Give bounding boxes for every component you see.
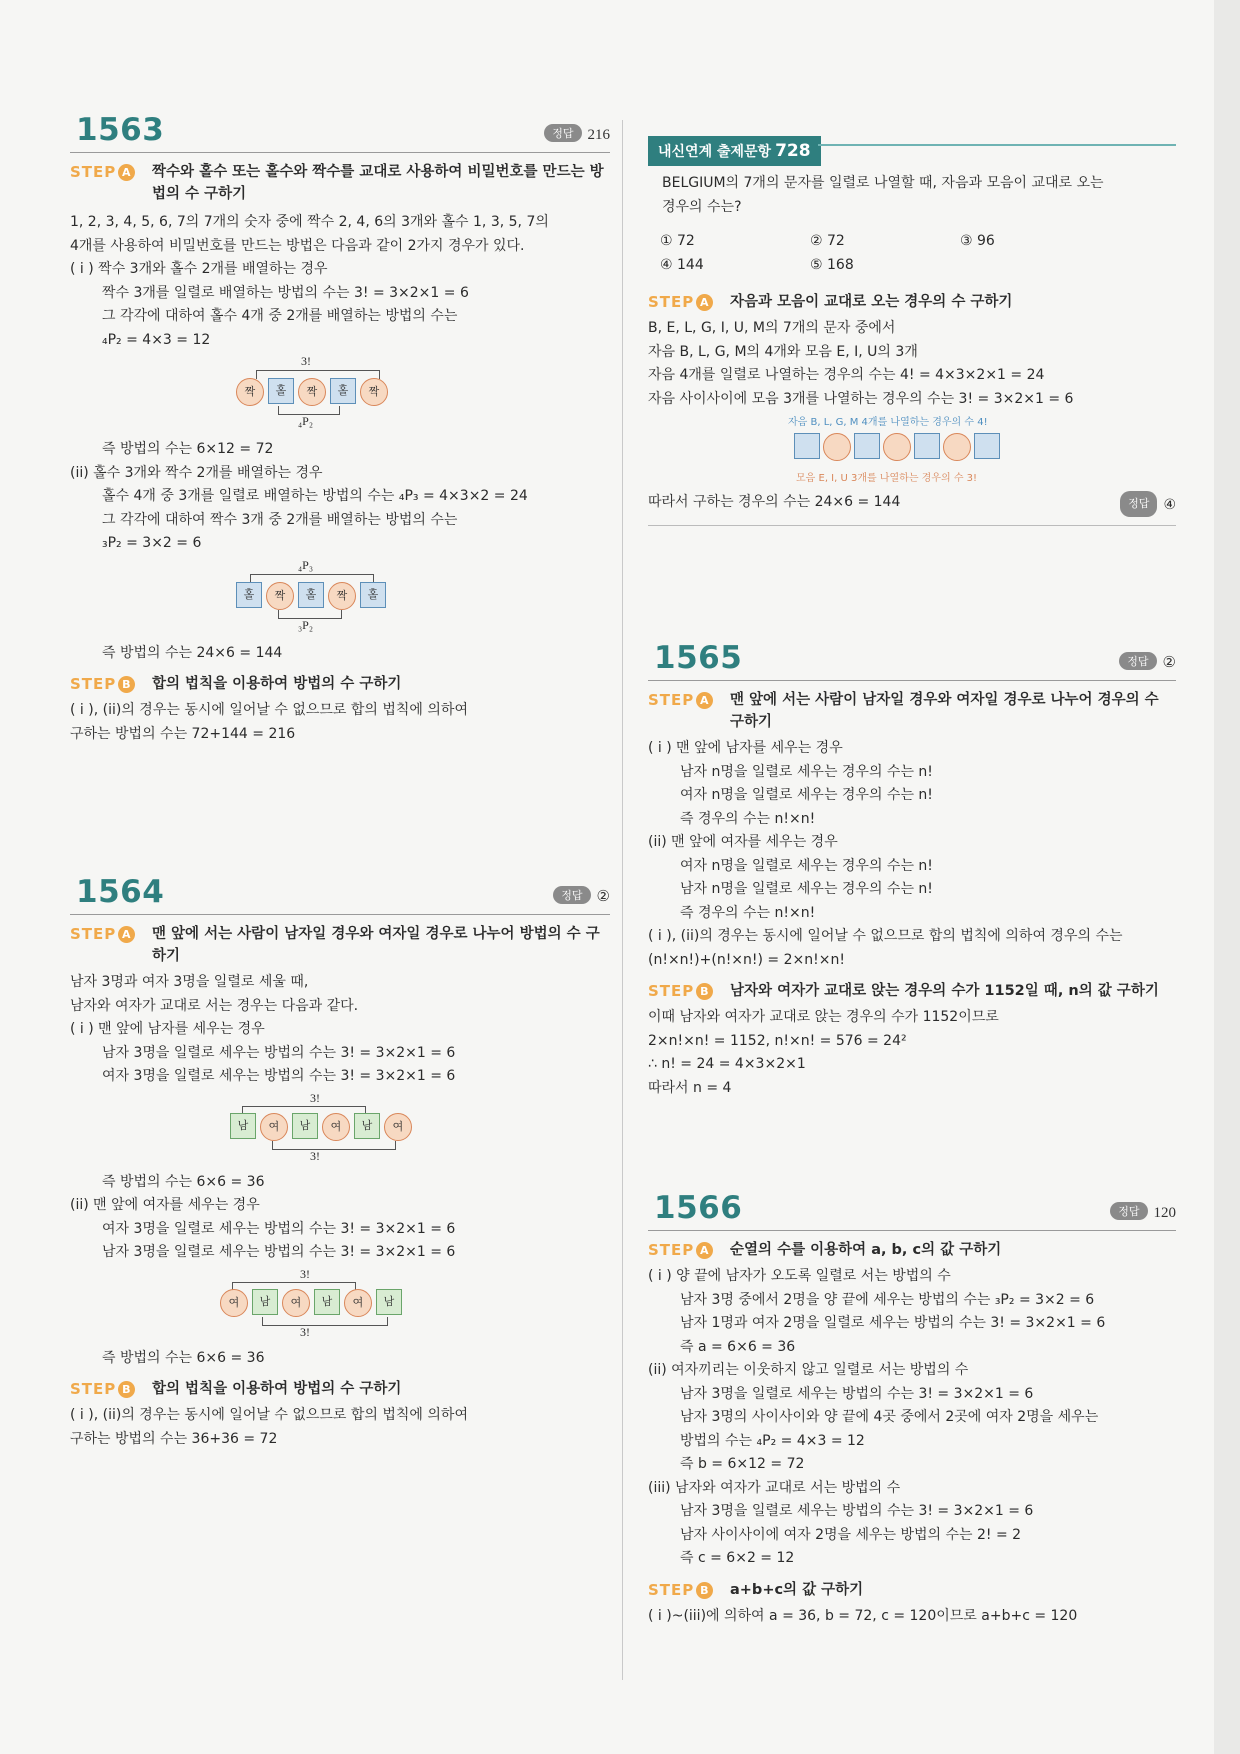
cell-row (794, 433, 1000, 461)
step-title: 맨 앞에 서는 사람이 남자일 경우와 여자일 경우로 나누어 방법의 수 구하기 (152, 926, 600, 964)
step-tag: STEP A (648, 291, 713, 313)
step-b (70, 1378, 610, 1400)
case-2: (ii) 여자끼리는 이웃하지 않고 일렬로 서는 방법의 수 (648, 1362, 969, 1378)
problem-number: 1563 (76, 112, 165, 148)
consonant-cell (974, 433, 1000, 459)
answer-value: 216 (587, 127, 610, 143)
arrangement-diagram-1: 3! 짝 홀 짝 홀 짝 ₄P₂ (70, 354, 610, 436)
column-divider (622, 120, 623, 1680)
man-cell: 남 (314, 1289, 340, 1315)
step-a (70, 161, 610, 205)
vowel-cell (823, 433, 851, 461)
step-title: 순열의 수를 이용하여 a, b, c의 값 구하기 (730, 1242, 1002, 1258)
step-b (648, 980, 1176, 1002)
case-1: ( i ) 맨 앞에 남자를 세우는 경우 (70, 1021, 265, 1037)
woman-cell: 여 (344, 1289, 372, 1317)
cell-row (230, 1113, 412, 1141)
problem-1563: 1563 정답 216 STEP A 짝수와 홀수 또는 홀수와 짝수를 교대로 사용하여 비밀번호를 만드는 방법의 수 구하기 1, 2, 3, 4, 5, 6, 7의 7개의 숫자 중에 짝수 2, 4, 6의 3개와 홀수 1, 3, 5, 7의 4개를 사용하여 비밀번호를 만드는 방법은 다음과 같이 2가지 경우가 있다. ( i ) 짝수 3개와 홀수 2개를 배열하는 경우 짝수 3개를 일렬로 배열하는 방법의 수는 3! = 3×2×1 = 6 그 각각에 대하여 홀수 4개 중 2개를 배열하는 방법의 수는 ₄P₂ = 4×3 = 12 3! 짝 홀 짝 홀 짝 ₄P₂ 즉 방법의 수는 6×12 = 72 (ii) 홀수 3개와 짝수 2개를 배열하는 경우 홀수 4개 중 3개를 일렬로 배열하는 방법의 수는 ₄P₃ = 4×3×2 = 24 그 각각에 대하여 짝수 3개 중 2개를 배열하는 방법의 수는 ₃P₂ = 3×2 = 6 ₄P₃ 홀 짝 홀 짝 홀 ₃P₂ 즉 방법의 수는 24×6 = 144 STEP B 합의 법칙을 이용하여 방법의 수 구하기 ( i ), (ii)의 경우는 동시에 일어날 수 없으므로 합의 법칙에 의하여 구하는 방법의 수는 72+144 = 216 (70, 112, 610, 742)
case-3: (iii) 남자와 여자가 교대로 서는 방법의 수 (648, 1479, 901, 1496)
woman-cell: 여 (220, 1289, 248, 1317)
page-edge (1214, 0, 1240, 1754)
step-title: 남자와 여자가 교대로 앉는 경우의 수가 1152일 때, n의 값 구하기 (730, 983, 1159, 999)
arrangement-diagram-2: 3! 여 남 여 남 여 남 3! (70, 1267, 610, 1345)
answer-choices (648, 229, 1176, 277)
cell-row (236, 582, 386, 610)
answer (544, 124, 610, 144)
arrangement-diagram-2: ₄P₃ 홀 짝 홀 짝 홀 ₃P₂ (70, 558, 610, 640)
man-cell: 남 (354, 1113, 380, 1139)
case-2-result: 즉 방법의 수는 24×6 = 144 (102, 644, 283, 661)
choice: ② 72 (810, 233, 845, 249)
man-cell: 남 (230, 1113, 256, 1139)
result: 따라서 구하는 경우의 수는 24×6 = 144 (648, 494, 901, 510)
consonant-cell (854, 433, 880, 459)
answer: 정답 120 (1110, 1202, 1176, 1222)
step-a (70, 923, 610, 967)
odd-cell: 홀 (330, 378, 356, 404)
vowel-cell (883, 433, 911, 461)
problem-number: 1564 (76, 874, 165, 910)
step-title: 합의 법칙을 이용하여 방법의 수 구하기 (152, 676, 402, 692)
cell-row (220, 1289, 402, 1317)
man-cell: 남 (292, 1113, 318, 1139)
problem-1566: 1566 정답 120 STEP A 순열의 수를 이용하여 a, b, c의 값 구하기 ( i ) 양 끝에 남자가 오도록 일렬로 서는 방법의 수 남자 3명 중에서 2명을 양 끝에 세우는 방법의 수는 ₃P₂ = 3×2 = 6 남자 1명과 여자 2명을 일렬로 세우는 방법의 수는 3! = 3×2×1 = 6 즉 a = 6×6 = 36 (ii) 여자끼리는 이웃하지 않고 일렬로 서는 방법의 수 남자 3명을 일렬로 세우는 방법의 수는 3! = 3×2×1 = 6 남자 3명의 사이사이와 양 끝에 4곳 중에서 2곳에 여자 2명을 세우는 방법의 수는 ₄P₂ = 4×3 = 12 즉 b = 6×12 = 72 (iii) 남자와 여자가 교대로 서는 방법의 수 남자 3명을 일렬로 세우는 방법의 수는 3! = 3×2×1 = 6 남자 사이사이에 여자 2명을 세우는 방법의 수는 2! = 2 즉 c = 6×2 = 12 STEP B a+b+c의 값 구하기 ( i )~(iii)에 의하여 a = 36, b = 72, c = 120이므로 a+b+c = 120 (648, 1190, 1176, 1624)
consonant-vowel-diagram: 자음 B, L, G, M 4개를 나열하는 경우의 수 4! 모음 E, I, U 3개를 나열하는 경우의 수 3! (648, 411, 1176, 491)
choice: ① 72 (660, 233, 695, 249)
step-tag: STEP A (648, 1239, 713, 1261)
choice: ③ 96 (960, 233, 995, 249)
answer-badge: 정답 (544, 124, 581, 142)
odd-cell: 홀 (236, 582, 262, 608)
woman-cell: 여 (322, 1113, 350, 1141)
step-tag: STEP B (648, 1579, 713, 1601)
linked-problem-title: 내신연계 출제문항 728 (648, 136, 821, 166)
step-b (70, 673, 610, 695)
step-tag: STEP A (70, 161, 135, 183)
step-a (648, 291, 1176, 313)
man-cell: 남 (252, 1289, 278, 1315)
step-tag: STEP A (648, 689, 713, 711)
step-tag: STEP A (70, 923, 135, 945)
problem-header (70, 874, 610, 915)
step-tag: STEP B (648, 980, 713, 1002)
answer-badge: 정답 (553, 886, 590, 904)
woman-cell: 여 (260, 1113, 288, 1141)
choice: ④ 144 (660, 257, 704, 273)
case-2-result: 즉 방법의 수는 6×6 = 36 (102, 1349, 265, 1366)
consonant-cell (794, 433, 820, 459)
case-2: (ii) 홀수 3개와 짝수 2개를 배열하는 경우 (70, 464, 323, 481)
odd-cell: 홀 (298, 582, 324, 608)
problem-1565: 1565 정답 ② STEP A 맨 앞에 서는 사람이 남자일 경우와 여자일 경우로 나누어 경우의 수 구하기 ( i ) 맨 앞에 남자를 세우는 경우 남자 n명을 일렬로 세우는 경우의 수는 n! 여자 n명을 일렬로 세우는 경우의 수는 n! 즉 경우의 수는 n!×n! (ii) 맨 앞에 여자를 세우는 경우 여자 n명을 일렬로 세우는 경우의 수는 n! 남자 n명을 일렬로 세우는 경우의 수는 n! 즉 경우의 수는 n!×n! ( i ), (ii)의 경우는 동시에 일어날 수 없으므로 합의 법칙에 의하여 경우의 수는 (n!×n!)+(n!×n!) = 2×n!×n! STEP B 남자와 여자가 교대로 앉는 경우의 수가 1152일 때, n의 값 구하기 이때 남자와 여자가 교대로 앉는 경우의 수가 1152이므로 2×n!×n! = 1152, n!×n! = 576 = 24² ∴ n! = 24 = 4×3×2×1 따라서 n = 4 (648, 640, 1176, 1096)
even-cell: 짝 (236, 378, 264, 406)
even-cell: 짝 (328, 582, 356, 610)
consonant-cell (914, 433, 940, 459)
cell-row (236, 378, 388, 406)
step-tag: STEP B (70, 673, 135, 695)
linked-problem-728: 내신연계 출제문항 728 BELGIUM의 7개의 문자를 일렬로 나열할 때, 자음과 모음이 교대로 오는 경우의 수는? ① 72 ② 72 ③ 96 ④ 144 ⑤ 168 STEP A 자음과 모음이 교대로 오는 경우의 수 구하기 B, E, L, G, I, U, M의 7개의 문자 중에서 자음 B, L, G, M의 4개와 모음 E, I, U의 3개 자음 4개를 일렬로 나열하는 경우의 수는 4! = 4×3×2×1 = 24 자음 사이사이에 모음 3개를 나열하는 경우의 수는 3! = 3×2×1 = 6 자음 B, L, G, M 4개를 나열하는 경우의 수 4! 모음 E, I, U 3개를 나열하는 경우의 수 3! 따라서 구하는 경우의 수는 24×6 = 144 정답 ④ (648, 136, 1176, 526)
arrangement-diagram-1: 3! 남 여 남 여 남 여 3! (70, 1091, 610, 1169)
even-cell: 짝 (298, 378, 326, 406)
problem-1564: 1564 정답 ② STEP A 맨 앞에 서는 사람이 남자일 경우와 여자일 경우로 나누어 방법의 수 구하기 남자 3명과 여자 3명을 일렬로 세울 때, 남자와 여자가 교대로 서는 경우는 다음과 같다. ( i ) 맨 앞에 남자를 세우는 경우 남자 3명을 일렬로 세우는 방법의 수는 3! = 3×2×1 = 6 여자 3명을 일렬로 세우는 방법의 수는 3! = 3×2×1 = 6 3! 남 여 남 여 남 여 3! 즉 방법의 수는 6×6 = 36 (ii) 맨 앞에 여자를 세우는 경우 여자 3명을 일렬로 세우는 방법의 수는 3! = 3×2×1 = 6 남자 3명을 일렬로 세우는 방법의 수는 3! = 3×2×1 = 6 3! 여 남 여 남 여 남 3! 즉 방법의 수는 6×6 = 36 STEP B 합의 법칙을 이용하여 방법의 수 구하기 ( i ), (ii)의 경우는 동시에 일어날 수 없으므로 합의 법칙에 의하여 구하는 방법의 수는 36+36 = 72 (70, 874, 610, 1447)
step-title: a+b+c의 값 구하기 (730, 1581, 864, 1598)
even-cell: 짝 (266, 582, 294, 610)
answer: 정답 ② (1119, 652, 1176, 672)
odd-cell: 홀 (268, 378, 294, 404)
intro: 1, 2, 3, 4, 5, 6, 7의 7개의 숫자 중에 짝수 2, 4, 6의 3개와 홀수 1, 3, 5, 7의 4개를 사용하여 비밀번호를 만드는 방법은 다음과 같이 2가지 경우가 있다. ( i ) 짝수 3개와 홀수 2개를 배열하는 경우 짝수 3개를 일렬로 배열하는 방법의 수는 3! = 3×2×1 = 6 그 각각에 대하여 홀수 4개 중 2개를 배열하는 방법의 수는 ₄P₂ = 4×3 = 12 (70, 211, 610, 352)
woman-cell: 여 (384, 1113, 412, 1141)
answer-value: ② (596, 889, 610, 905)
problem-number: 1566 (654, 1190, 743, 1226)
even-cell: 짝 (360, 378, 388, 406)
man-cell: 남 (376, 1289, 402, 1315)
case-1-result: 즉 방법의 수는 6×6 = 36 (102, 1173, 265, 1190)
problem-header (648, 640, 1176, 681)
case-1-result: 즉 방법의 수는 6×12 = 72 (102, 441, 274, 457)
case-1: ( i ) 양 끝에 남자가 오도록 일렬로 서는 방법의 수 (648, 1268, 951, 1284)
problem-number: 1565 (654, 640, 743, 676)
step-title: 자음과 모음이 교대로 오는 경우의 수 구하기 (730, 294, 1013, 310)
answer (553, 886, 610, 906)
step-a (648, 1239, 1176, 1261)
step-title: 합의 법칙을 이용하여 방법의 수 구하기 (152, 1381, 402, 1397)
step-b (648, 1579, 1176, 1601)
case-1: ( i ) 짝수 3개와 홀수 2개를 배열하는 경우 (70, 261, 328, 277)
problem-header (648, 1190, 1176, 1231)
step-tag: STEP B (70, 1378, 135, 1400)
answer: 정답 ④ (1120, 491, 1176, 518)
choice: ⑤ 168 (810, 257, 854, 273)
question: BELGIUM의 7개의 문자를 일렬로 나열할 때, 자음과 모음이 교대로 오는 경우의 수는? (662, 175, 1104, 215)
step-title: 짝수와 홀수 또는 홀수와 짝수를 교대로 사용하여 비밀번호를 만드는 방법의 수 구하기 (152, 164, 604, 202)
case-1: ( i ) 맨 앞에 남자를 세우는 경우 (648, 740, 843, 756)
vowel-cell (943, 433, 971, 461)
woman-cell: 여 (282, 1289, 310, 1317)
case-2: (ii) 맨 앞에 여자를 세우는 경우 (648, 834, 838, 850)
odd-cell: 홀 (360, 582, 386, 608)
step-title: 맨 앞에 서는 사람이 남자일 경우와 여자일 경우로 나누어 경우의 수 구하기 (730, 692, 1159, 730)
step-a (648, 689, 1176, 733)
problem-header (70, 112, 610, 153)
case-2: (ii) 맨 앞에 여자를 세우는 경우 (70, 1197, 260, 1213)
